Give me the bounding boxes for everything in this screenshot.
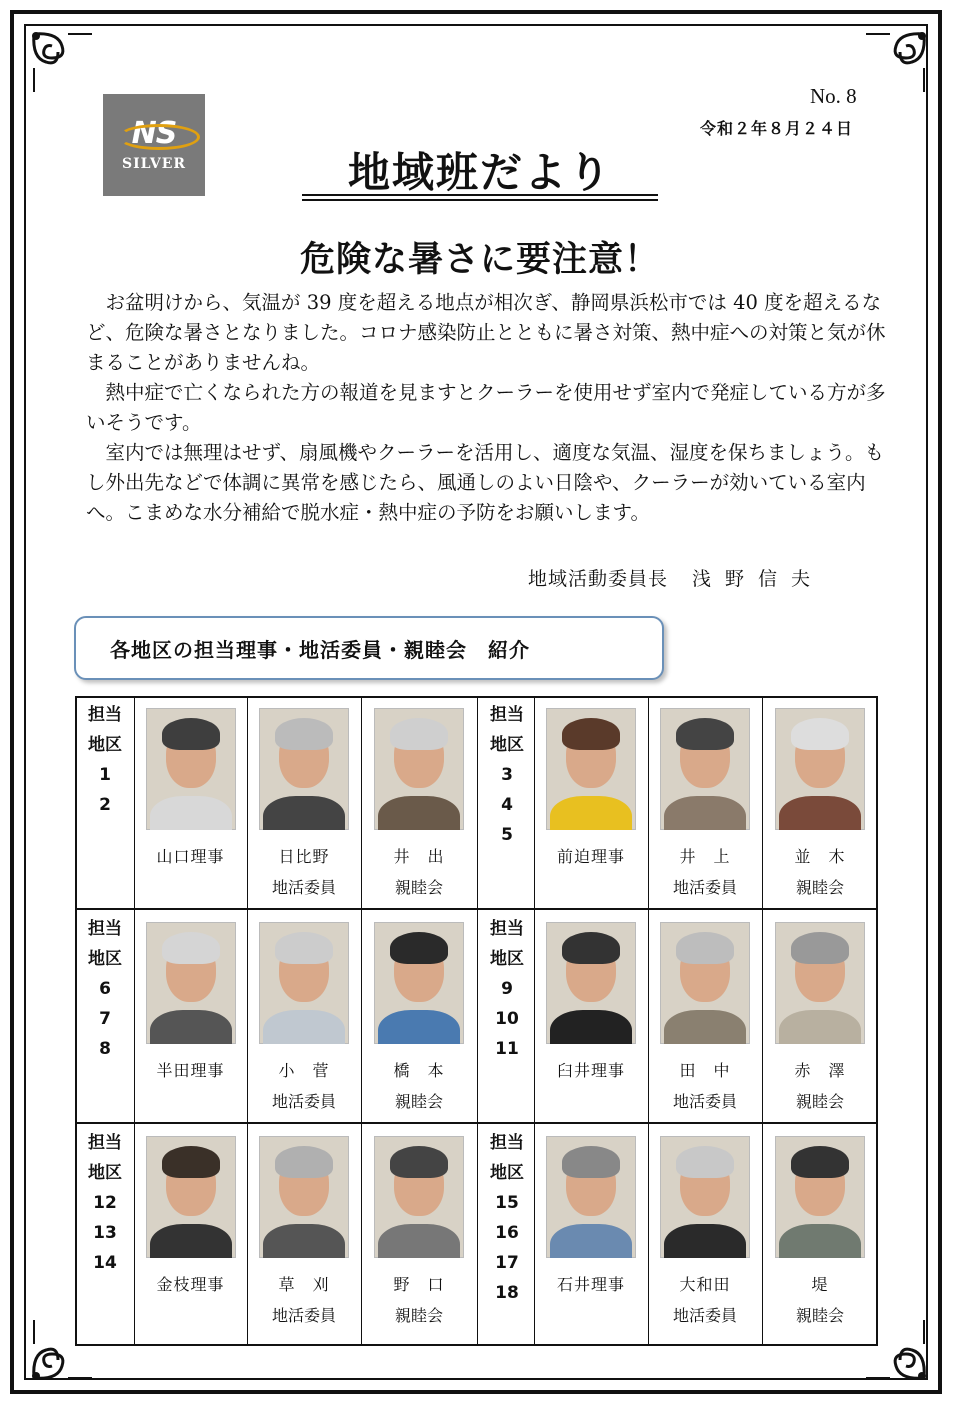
member-name: 小 菅 [278,1061,330,1080]
article-body [86,288,886,528]
member-card [248,708,360,898]
district-label-line: 10 [495,1009,519,1029]
signature-name: 浅野信夫 [692,568,825,590]
member-photo [374,922,464,1044]
member-photo [374,708,464,830]
district-label-line: 3 [501,765,513,785]
member-name: 臼井理事 [556,1061,625,1080]
section-heading: 各地区の担当理事・地活委員・親睦会 紹介 [110,638,530,662]
member-name: 並 木 [794,847,846,866]
member-card [135,922,247,1081]
district-label [77,1128,133,1278]
member-photo [775,708,865,830]
member-name: 野 口 [393,1275,445,1294]
member-name: 山口理事 [156,847,225,866]
district-label-line: 16 [495,1223,519,1243]
district-label [77,700,133,820]
member-name: 田 中 [679,1061,731,1080]
member-photo [660,1136,750,1258]
member-role: 親睦会 [795,878,844,897]
issue-number: No. 8 [810,84,857,108]
member-photo [660,922,750,1044]
district-label-line: 12 [93,1193,117,1213]
district-label-line: 4 [501,795,513,815]
member-name: 井 上 [679,847,731,866]
member-card [535,1136,647,1295]
logo-text: SILVER [121,156,186,172]
member-card [135,708,247,867]
grid-column-divider [762,696,763,1346]
member-name: 橋 本 [393,1061,445,1080]
member-name: 大和田 [679,1275,731,1294]
member-role: 親睦会 [795,1306,844,1325]
district-label-line: 担当 [88,919,122,939]
article-paragraph: 熱中症で亡くなられた方の報道を見ますとクーラーを使用せず室内で発症している方が多いそうです。 [86,381,886,434]
member-card [363,708,475,898]
district-label-line: 7 [99,1009,111,1029]
member-card [535,922,647,1081]
district-label-line: 9 [501,979,513,999]
member-card [649,708,761,898]
member-name: 日比野 [278,847,330,866]
member-name: 石井理事 [556,1275,625,1294]
district-label [77,914,133,1064]
member-name: 前迫理事 [556,847,625,866]
member-name: 赤 澤 [794,1061,846,1080]
member-name: 堤 [811,1275,829,1294]
member-name: 半田理事 [156,1061,225,1080]
district-label-line: 地区 [88,1163,122,1183]
district-label-line: 担当 [490,1133,524,1153]
ns-silver-logo [103,94,205,196]
member-role: 地活委員 [672,878,737,897]
title-underline [302,194,658,201]
member-photo [259,922,349,1044]
district-label-line: 1 [99,765,111,785]
district-label [479,700,535,850]
member-role: 地活委員 [271,1306,336,1325]
member-card [764,1136,876,1326]
logo-mark [132,118,177,150]
member-name: 金枝理事 [156,1275,225,1294]
district-label-line: 5 [501,825,513,845]
member-card [764,708,876,898]
district-label-line: 6 [99,979,111,999]
district-label-line: 18 [495,1283,519,1303]
district-label-line: 担当 [490,705,524,725]
grid-column-divider [361,696,362,1346]
article-paragraph: 室内では無理はせず、扇風機やクーラーを活用し、適度な気温、湿度を保ちましょう。もし外出先などで体調に異常を感じたら、風通しのよい日陰や、クーラーが効いている室内へ。こまめな水分補給で脱水症・熱中症の予防をお願いします。 [86,441,884,524]
member-name: 草 刈 [278,1275,330,1294]
district-label-line: 担当 [490,919,524,939]
member-role: 親睦会 [795,1092,844,1111]
district-label-line: 地区 [490,735,524,755]
signature-title: 地域活動委員長 [528,568,669,590]
corner-ornament-icon [860,28,930,98]
member-photo [546,922,636,1044]
member-photo [660,708,750,830]
district-label-line: 地区 [490,949,524,969]
grid-column-divider [477,696,478,1346]
member-card [535,708,647,867]
member-card [248,922,360,1112]
member-photo [259,708,349,830]
member-photo [374,1136,464,1258]
member-photo [546,708,636,830]
district-label-line: 14 [93,1253,117,1273]
article-paragraph: お盆明けから、気温が 39 度を超える地点が相次ぎ、静岡県浜松市では 40 度を超えるなど、危険な暑さとなりました。コロナ感染防止とともに暑さ対策、熱中症への対策と気が休まることがありませんね。 [86,291,886,374]
member-card [363,1136,475,1326]
district-label [479,1128,535,1308]
logo-ring-icon [118,124,200,150]
article-signature [528,564,824,591]
member-role: 地活委員 [271,878,336,897]
member-name: 井 出 [393,847,445,866]
district-label-line: 地区 [490,1163,524,1183]
district-label-line: 11 [495,1039,519,1059]
issue-date: 令和２年８月２４日 [700,119,854,138]
member-role: 親睦会 [394,878,443,897]
newsletter-title: 地域班だより [347,148,612,197]
member-photo [546,1136,636,1258]
district-label-line: 担当 [88,1133,122,1153]
district-label-line: 担当 [88,705,122,725]
logo-mark-text: NS [131,116,177,151]
district-label-line: 地区 [88,735,122,755]
district-label-line: 8 [99,1039,111,1059]
member-photo [146,708,236,830]
member-photo [775,1136,865,1258]
member-role: 親睦会 [394,1306,443,1325]
member-photo [259,1136,349,1258]
member-photo [146,922,236,1044]
member-card [764,922,876,1112]
member-photo [775,922,865,1044]
district-label [479,914,535,1064]
member-photo [146,1136,236,1258]
member-card [248,1136,360,1326]
district-label-line: 13 [93,1223,117,1243]
member-card [649,922,761,1112]
district-label-line: 2 [99,795,111,815]
article-headline: 危険な暑さに要注意！ [299,240,660,280]
district-label-line: 17 [495,1253,519,1273]
district-label-line: 15 [495,1193,519,1213]
member-card [363,922,475,1112]
member-role: 地活委員 [672,1306,737,1325]
member-card [135,1136,247,1295]
member-role: 地活委員 [672,1092,737,1111]
corner-ornament-icon [28,28,98,98]
district-label-line: 地区 [88,949,122,969]
member-role: 親睦会 [394,1092,443,1111]
member-role: 地活委員 [271,1092,336,1111]
member-card [649,1136,761,1326]
